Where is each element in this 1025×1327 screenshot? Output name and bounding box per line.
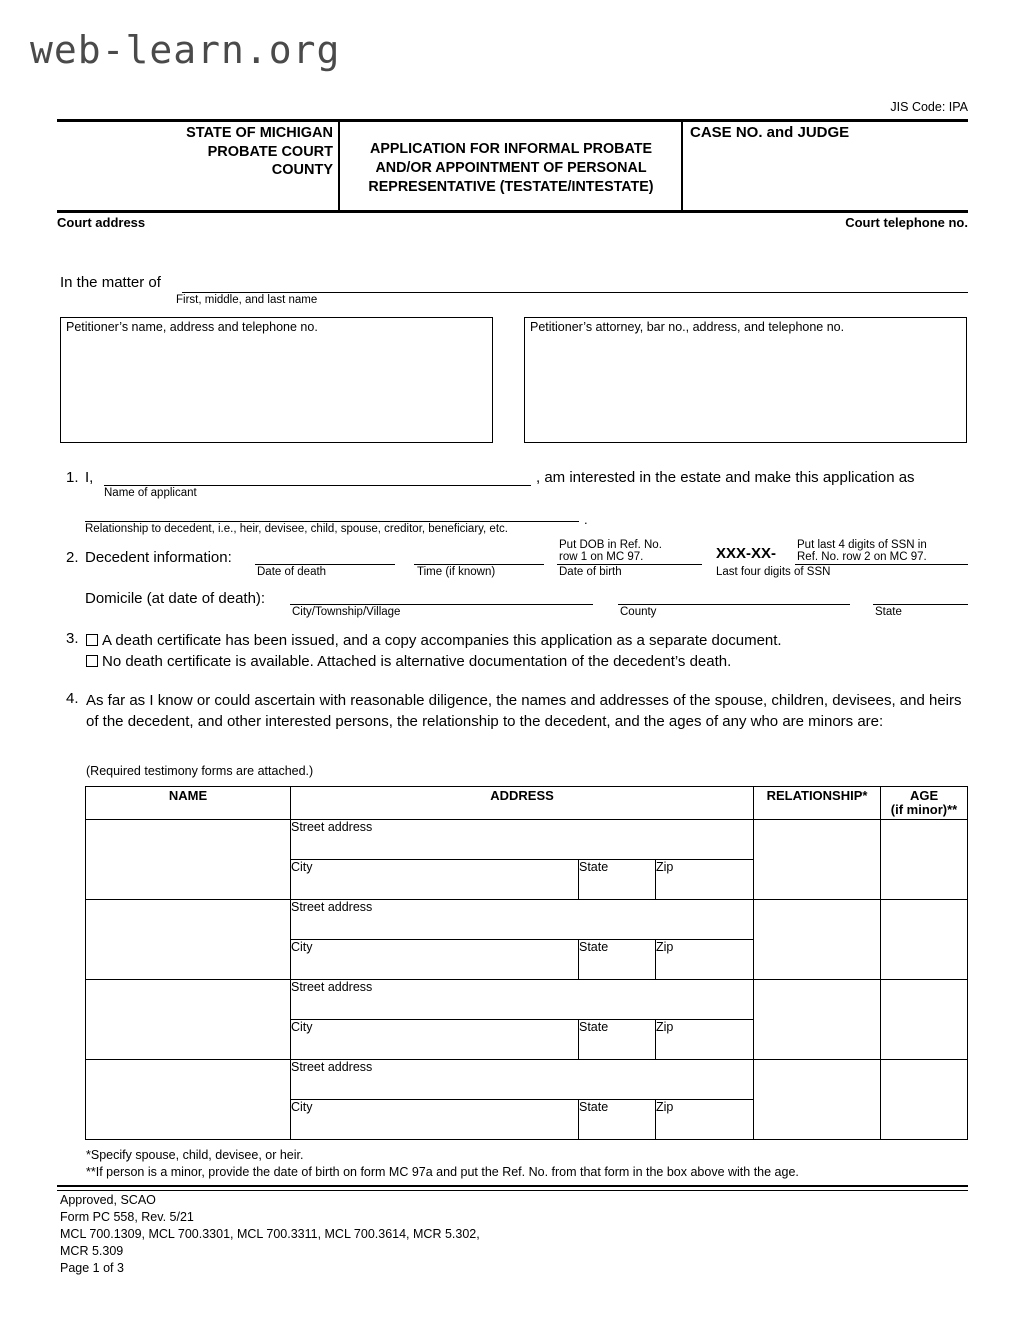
table-row (86, 820, 968, 860)
cell-zip[interactable] (656, 860, 754, 900)
footer-rule-upper (57, 1185, 968, 1187)
column-header-age-line2: (if minor)** (890, 802, 958, 817)
cell-city-label: City (291, 940, 313, 954)
table-row (86, 980, 968, 1020)
footer-citations-2: MCR 5.309 (60, 1244, 124, 1258)
cell-name[interactable] (86, 980, 291, 1060)
footer-rule-lower (57, 1190, 968, 1191)
column-header-relationship: RELATIONSHIP* (754, 787, 881, 820)
item-2-label: Decedent information: (85, 549, 232, 566)
cell-city-label: City (291, 860, 313, 874)
cell-zip-label: Zip (656, 1100, 674, 1114)
domicile-county-hint: County (620, 606, 657, 618)
street-address-label: Street address (291, 980, 373, 994)
footnote-double-star: **If person is a minor, provide the date of birth on form MC 97a and put the Ref. No. from that form in the box above with the age. (86, 1165, 799, 1179)
dob-note-line-1: Put DOB in Ref. No. (559, 539, 662, 551)
cell-zip[interactable] (656, 1020, 754, 1060)
petitioner-info-box[interactable] (60, 317, 493, 443)
county-label: COUNTY (271, 162, 333, 178)
cell-relationship[interactable] (754, 980, 881, 1060)
relationship-to-decedent-hint: Relationship to decedent, i.e., heir, devisee, child, spouse, creditor, beneficiary, etc. (85, 523, 508, 535)
table-row (86, 1060, 968, 1100)
caption-top-rule (57, 119, 968, 122)
cell-zip-label: Zip (656, 860, 674, 874)
cell-state[interactable] (579, 940, 656, 980)
column-header-address: ADDRESS (291, 787, 754, 820)
item-4-number: 4. (66, 690, 79, 707)
cell-zip[interactable] (656, 940, 754, 980)
case-no-and-judge-label: CASE NO. and JUDGE (690, 124, 850, 141)
street-address-label: Street address (291, 900, 373, 914)
domicile-state-input[interactable] (873, 604, 968, 605)
table-header-row (86, 787, 968, 820)
time-of-death-hint: Time (if known) (417, 566, 496, 578)
cell-state[interactable] (579, 1100, 656, 1140)
item-1-period: . (584, 512, 588, 527)
cell-relationship[interactable] (754, 900, 881, 980)
court-address-label: Court address (57, 215, 146, 230)
jis-code-label: JIS Code: IPA (890, 100, 968, 114)
attorney-info-label: Petitioner’s attorney, bar no., address, and telephone no. (530, 320, 845, 334)
death-certificate-issued-checkbox[interactable] (86, 634, 98, 646)
item-4-text: As far as I know or could ascertain with reasonable diligence, the names and addresses of the spouse, children, devisees, and heirs of the decedent, and other interested persons, the relationship to the decedent, and the ages of any who are minors are: (86, 692, 962, 730)
footer-citations: MCL 700.1309, MCL 700.3301, MCL 700.3311, MCL 700.3614, MCR 5.302, (60, 1227, 480, 1241)
item-3-number: 3. (66, 630, 79, 647)
cell-age[interactable] (881, 1060, 968, 1140)
form-title: APPLICATION FOR INFORMAL PROBATE AND/OR APPOINTMENT OF PERSONAL REPRESENTATIVE (TESTATE/INTESTATE) (368, 141, 654, 195)
ssn-hint: Last four digits of SSN (716, 566, 831, 578)
cell-state-label: State (579, 1100, 609, 1114)
item-1-number: 1. (66, 469, 79, 486)
cell-zip-label: Zip (656, 940, 674, 954)
court-identification (57, 124, 333, 180)
cell-state-label: State (579, 1020, 609, 1034)
footer-form-revision: Form PC 558, Rev. 5/21 (60, 1210, 194, 1224)
court-telephone-label: Court telephone no. (845, 215, 968, 230)
column-header-name: NAME (86, 787, 291, 820)
item-3-option-a-label: A death certificate has been issued, and a copy accompanies this application as a separate document. (102, 632, 782, 649)
cell-city[interactable] (291, 940, 579, 980)
domicile-county-input[interactable] (618, 604, 850, 605)
footnote-single-star: *Specify spouse, child, devisee, or heir. (86, 1148, 304, 1162)
cell-state-label: State (579, 940, 609, 954)
interested-persons-table (85, 786, 968, 1140)
relationship-to-decedent-input[interactable] (85, 521, 579, 522)
date-of-death-hint: Date of death (257, 566, 327, 578)
in-the-matter-of-label: In the matter of (60, 274, 161, 291)
item-3-option-b-row[interactable] (86, 651, 976, 672)
state-of-michigan-label: STATE OF MICHIGAN (186, 125, 333, 141)
item-1-tail: , am interested in the estate and make this application as (536, 469, 915, 486)
footer-approved: Approved, SCAO (60, 1193, 156, 1207)
petitioner-info-label: Petitioner’s name, address and telephone no. (66, 320, 318, 334)
applicant-name-input[interactable] (104, 485, 531, 486)
cell-city-label: City (291, 1100, 313, 1114)
item-3-option-a-row[interactable] (86, 630, 976, 651)
item-1-lead: I, (85, 469, 94, 486)
applicant-name-hint: Name of applicant (104, 487, 197, 499)
cell-city[interactable] (291, 1020, 579, 1060)
date-of-birth-input[interactable] (557, 564, 702, 565)
domicile-state-hint: State (875, 606, 902, 618)
cell-relationship[interactable] (754, 1060, 881, 1140)
caption-divider-left (338, 121, 340, 211)
cell-name[interactable] (86, 900, 291, 980)
time-of-death-input[interactable] (414, 564, 544, 565)
cell-name[interactable] (86, 1060, 291, 1140)
domicile-city-hint: City/Township/Village (292, 606, 401, 618)
probate-court-label: PROBATE COURT (207, 143, 333, 160)
dob-note-line-2: row 1 on MC 97. (559, 551, 644, 563)
date-of-birth-hint: Date of birth (559, 566, 622, 578)
cell-street-address[interactable] (291, 900, 754, 940)
cell-city-label: City (291, 1020, 313, 1034)
ssn-last-four-input[interactable] (795, 564, 968, 565)
in-the-matter-of-input[interactable] (182, 292, 968, 293)
date-of-death-input[interactable] (255, 564, 395, 565)
cell-street-address[interactable] (291, 820, 754, 860)
ssn-note-line-1: Put last 4 digits of SSN in (797, 539, 927, 551)
ssn-note-line-2: Ref. No. row 2 on MC 97. (797, 551, 927, 563)
domicile-label: Domicile (at date of death): (85, 590, 266, 607)
cell-state[interactable] (579, 860, 656, 900)
cell-age[interactable] (881, 900, 968, 980)
item-3-option-b-label: No death certificate is available. Attached is alternative documentation of the decedent’s death. (102, 653, 732, 670)
site-logo-watermark: web-learn.org (30, 28, 341, 72)
no-death-certificate-checkbox[interactable] (86, 655, 98, 667)
ssn-prefix-label: XXX-XX- (716, 545, 777, 562)
attorney-info-box[interactable] (524, 317, 967, 443)
footer-page-number: Page 1 of 3 (60, 1261, 124, 1275)
in-the-matter-of-hint: First, middle, and last name (176, 294, 318, 306)
caption-divider-right (681, 121, 683, 211)
cell-relationship[interactable] (754, 820, 881, 900)
cell-zip[interactable] (656, 1100, 754, 1140)
cell-age[interactable] (881, 980, 968, 1060)
domicile-city-input[interactable] (290, 604, 593, 605)
cell-city[interactable] (291, 1100, 579, 1140)
street-address-label: Street address (291, 820, 373, 834)
caption-bottom-rule (57, 210, 968, 213)
cell-state[interactable] (579, 1020, 656, 1060)
cell-name[interactable] (86, 820, 291, 900)
cell-city[interactable] (291, 860, 579, 900)
item-2-number: 2. (66, 549, 79, 566)
cell-zip-label: Zip (656, 1020, 674, 1034)
table-row (86, 900, 968, 940)
cell-street-address[interactable] (291, 980, 754, 1020)
cell-age[interactable] (881, 820, 968, 900)
column-header-age (881, 787, 968, 820)
item-4-note: (Required testimony forms are attached.) (86, 764, 314, 778)
column-header-age-line1: AGE (909, 788, 939, 803)
cell-street-address[interactable] (291, 1060, 754, 1100)
street-address-label: Street address (291, 1060, 373, 1074)
cell-state-label: State (579, 860, 609, 874)
